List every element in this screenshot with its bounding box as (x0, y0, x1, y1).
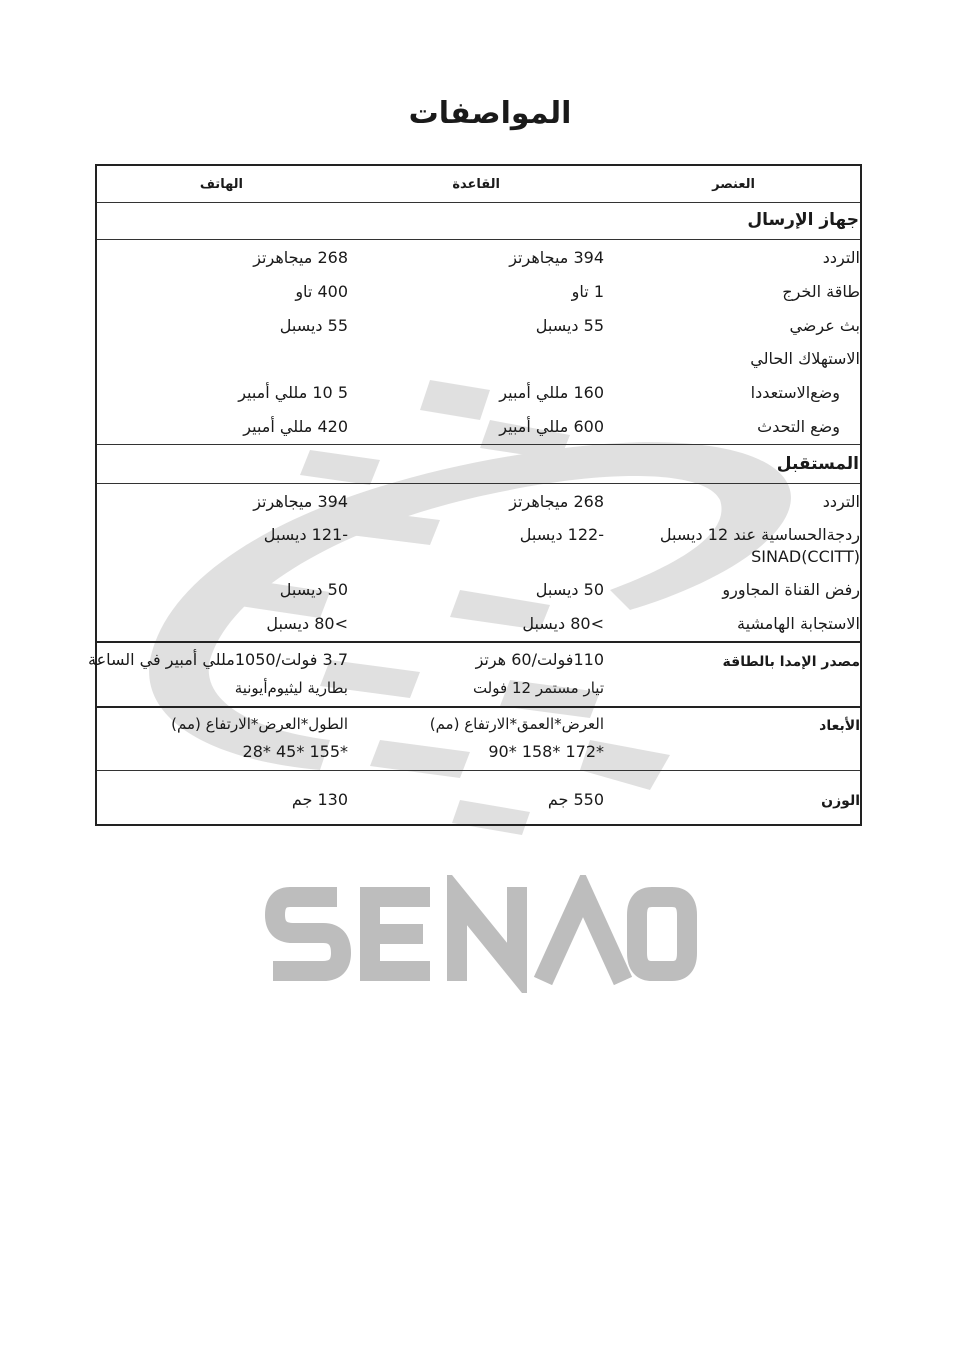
power-base-line2: تيار مستمر 12 فولت (472, 679, 604, 697)
divider (97, 239, 860, 240)
dimensions-handset-line1: الطول*العرض*الارتفاع (مم) (171, 715, 348, 733)
divider (97, 641, 860, 643)
row-base-value: 394 ميجاهرتز (509, 248, 604, 267)
dimensions-base-line2: *172 *158 *90 (488, 742, 604, 761)
divider (97, 202, 860, 203)
row-label: التردد (822, 492, 860, 511)
row-label-weight: الوزن (821, 793, 860, 809)
row-label: طاقة الخرج (782, 282, 860, 301)
row-base-value: 160 مللي أمبير (499, 383, 604, 402)
row-handset-value: 50 ديسبل (279, 580, 348, 599)
divider (97, 770, 860, 771)
divider (97, 483, 860, 484)
row-label: التردد (822, 248, 860, 267)
row-label: وضع التحدث (757, 417, 840, 436)
row-handset-value: 420 مللي أمبير (243, 417, 348, 436)
header-item: العنصر (712, 177, 755, 192)
row-label: الاستهلاك الحالي (750, 349, 860, 368)
row-label: الاستجابة الهامشية (737, 614, 860, 633)
power-handset-line2: بطارية ليثيوم‌أيونية (234, 679, 348, 697)
row-base-value: 600 مللي أمبير (499, 417, 604, 436)
row-label: رفض القناة المجاورو (722, 580, 860, 599)
row-base-value: >80 ديسبل (522, 614, 604, 633)
row-handset-value: 394 ميجاهرتز (253, 492, 348, 511)
weight-handset-value: 130 جم (291, 790, 348, 809)
row-label-dimensions: الأبعاد (819, 718, 860, 734)
row-label: ردجةالحساسية عند 12 ديسبل (659, 525, 860, 544)
row-handset-value: 268 ميجاهرتز (253, 248, 348, 267)
row-base-value: 1 تاو (571, 282, 604, 301)
row-handset-value: 5 10 مللي أمبير (238, 383, 348, 402)
power-handset-line1: 3.7 فولت/1050مللي أمبير في الساعة (88, 650, 348, 669)
divider (97, 444, 860, 445)
divider (97, 706, 860, 708)
row-base-value: -122 ديسبل (519, 525, 604, 544)
row-label-power: مصدر الإمدا بالطاقة (722, 654, 860, 670)
row-label-line2: SINAD(CCITT) (751, 547, 860, 566)
section-receiver: المستقبل (776, 454, 859, 474)
section-transmitter: جهاز الإرسال (747, 210, 859, 230)
dimensions-base-line1: العرض*العمق*الارتفاع (مم) (429, 715, 604, 733)
weight-base-value: 550 جم (547, 790, 604, 809)
row-base-value: 50 ديسبل (535, 580, 604, 599)
senao-logo (265, 875, 705, 993)
row-label: وضع‌الاستعددا (750, 383, 840, 402)
specifications-table (88, 164, 862, 826)
page-title: المواصفات (408, 96, 572, 131)
row-handset-value: 400 تاو (295, 282, 348, 301)
row-handset-value: >80 ديسبل (266, 614, 348, 633)
row-handset-value: 55 ديسبل (279, 316, 348, 335)
power-base-line1: 110فولت/60 هرتز (475, 650, 604, 669)
row-handset-value: -121 ديسبل (263, 525, 348, 544)
row-base-value: 55 ديسبل (535, 316, 604, 335)
header-base: القاعدة (452, 177, 500, 192)
row-base-value: 268 ميجاهرتز (509, 492, 604, 511)
header-handset: الهاتف (199, 177, 243, 192)
dimensions-handset-line2: *155 *45 *28 (242, 742, 348, 761)
row-label: بث عرضي (789, 316, 860, 335)
